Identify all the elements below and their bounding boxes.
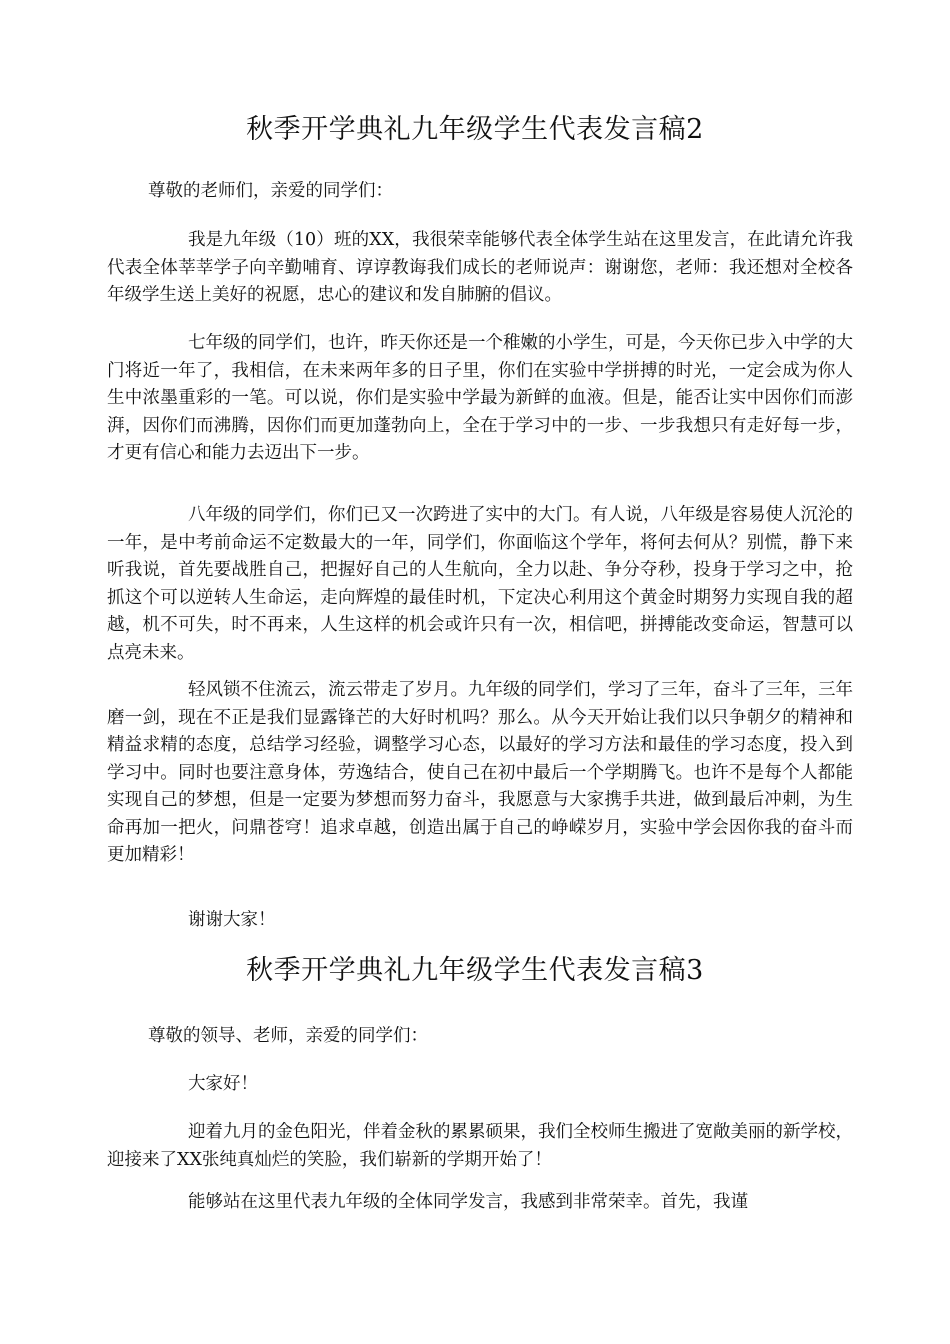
section-3-salutation: 尊敬的领导、老师，亲爱的同学们： (148, 1026, 428, 1046)
section-2-paragraph-2: 七年级的同学们，也许，昨天你还是一个稚嫩的小学生，可是，今天你已步入中学的大门将近一年了，我相信，在未来两年多的日子里，你们在实验中学拼搏的时光，一定会成为你人生中浓墨重彩的一笔。可以说，你们是实验中学最为新鲜的血液。但是，能否让实中因你们而澎湃，因你们而沸腾，因你们而更加蓬勃向上，全在于学习中的一步、一步我想只有走好每一步，才更有信心和能力去迈出下一步。 (107, 333, 853, 463)
section-3-greeting: 大家好！ (188, 1074, 258, 1094)
section-2-closing: 谢谢大家！ (188, 910, 276, 930)
section-2-salutation: 尊敬的老师们，亲爱的同学们： (148, 181, 393, 201)
section-3-title: 秋季开学典礼九年级学生代表发言稿3 (246, 955, 704, 986)
section-3-paragraph-1: 迎着九月的金色阳光，伴着金秋的累累硕果，我们全校师生搬进了宽敞美丽的新学校，迎接来了XX张纯真灿烂的笑脸，我们崭新的学期开始了！ (107, 1122, 853, 1170)
section-2-paragraph-4: 轻风锁不住流云，流云带走了岁月。九年级的同学们，学习了三年，奋斗了三年，三年磨一剑，现在不正是我们显露锋芒的大好时机吗？那么。从今天开始让我们以只争朝夕的精神和精益求精的态度，总结学习经验，调整学习心态，以最好的学习方法和最佳的学习态度，投入到学习中。同时也要注意身体，劳逸结合，使自己在初中最后一个学期腾飞。也许不是每个人都能实现自己的梦想，但是一定要为梦想而努力奋斗，我愿意与大家携手共进，做到最后冲刺，为生命再加一把火，问鼎苍穹！追求卓越，创造出属于自己的峥嵘岁月，实验中学会因你我的奋斗而更加精彩！ (107, 680, 853, 865)
section-2-paragraph-3: 八年级的同学们，你们已又一次跨进了实中的大门。有人说，八年级是容易使人沉沦的一年，是中考前命运不定数最大的一年，同学们，你面临这个学年，将何去何从？别慌，静下来听我说，首先要战胜自己，把握好自己的人生航向，全力以赴、争分夺秒，投身于学习之中，抢抓这个可以逆转人生命运，走向辉煌的最佳时机，下定决心利用这个黄金时期努力实现自我的超越，机不可失，时不再来，人生这样的机会或许只有一次，相信吧，拼搏能改变命运，智慧可以点亮未来。 (107, 505, 853, 663)
section-2-title: 秋季开学典礼九年级学生代表发言稿2 (246, 114, 704, 145)
section-2-paragraph-1: 我是九年级（10）班的XX，我很荣幸能够代表全体学生站在这里发言，在此请允许我代表全体莘莘学子向辛勤哺育、谆谆教诲我们成长的老师说声：谢谢您，老师：我还想对全校各年级学生送上美好的祝愿，忠心的建议和发自肺腑的倡议。 (107, 230, 853, 305)
section-3-paragraph-2: 能够站在这里代表九年级的全体同学发言，我感到非常荣幸。首先，我谨 (188, 1192, 748, 1212)
